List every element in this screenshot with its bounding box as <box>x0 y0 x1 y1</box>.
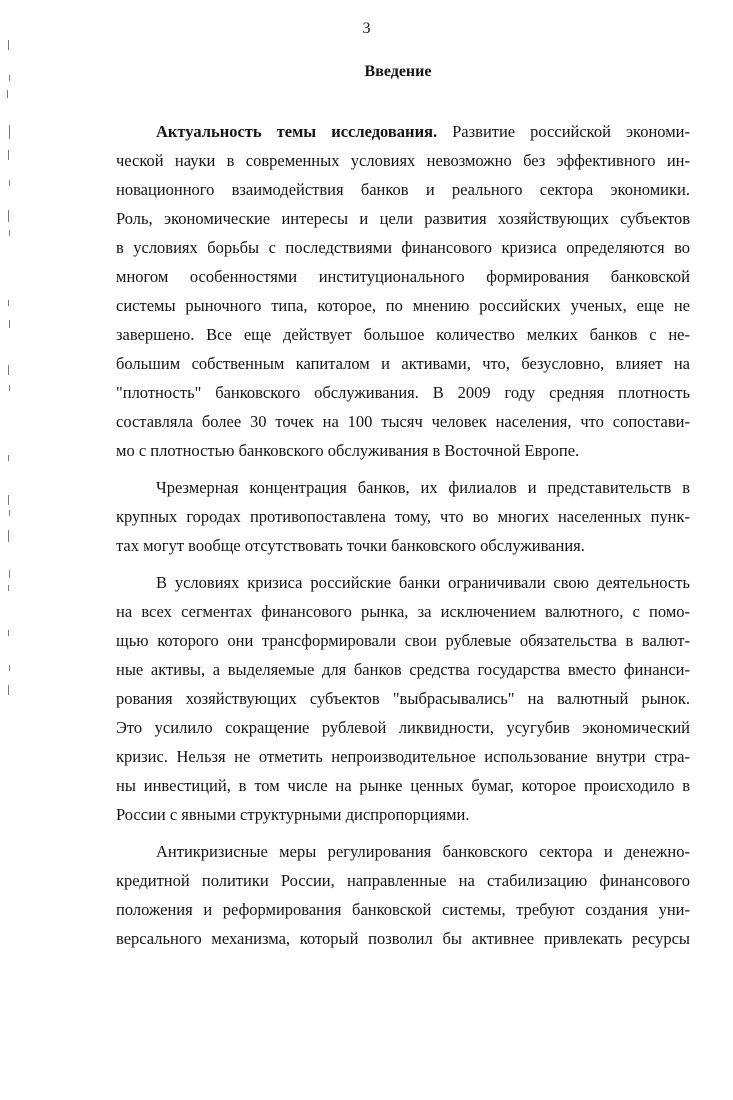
text-line: системы рыночного типа, которое, по мнению российских ученых, еще не <box>116 296 690 315</box>
text-line: завершено. Все еще действует большое количество мелких банков с не- <box>116 325 690 344</box>
scan-mark <box>8 455 9 461</box>
scan-mark <box>8 40 9 50</box>
text-line: ны инвестиций, в том числе на рынке ценных бумаг, которое происходило в <box>116 776 690 795</box>
scan-mark <box>8 495 9 505</box>
text-line: рования хозяйствующих субъектов "выбрасывались" на валютный рынок. <box>116 689 690 708</box>
text-line: на всех сегментах финансового рынка, за исключением валютного, с помо- <box>116 602 690 621</box>
scan-mark <box>9 570 10 578</box>
text-line: Роль, экономические интересы и цели развития хозяйствующих субъектов <box>116 209 690 228</box>
text-line: кредитной политики России, направленные на стабилизацию финансового <box>116 871 690 890</box>
text-line: составляла более 30 точек на 100 тысяч человек населения, что сопостави- <box>116 412 690 431</box>
scan-mark <box>8 530 9 542</box>
lead-phrase: Актуальность темы исследования. <box>156 122 438 141</box>
text-line: Это усилило сокращение рублевой ликвидности, усугубив экономический <box>116 718 690 737</box>
scan-mark <box>8 630 9 636</box>
scan-mark <box>8 210 9 222</box>
text-line: кризис. Нельзя не отметить непроизводительное использование внутри стра- <box>116 747 690 766</box>
scan-mark <box>9 320 10 328</box>
body-text <box>116 117 690 953</box>
scan-mark <box>9 385 10 391</box>
scan-mark <box>8 365 9 375</box>
text-line: положения и реформирования банковской системы, требуют создания уни- <box>116 900 690 919</box>
scan-mark <box>8 300 9 306</box>
text-line: многом особенностями институционального формирования банковской <box>116 267 690 286</box>
text-line: Чрезмерная концентрация банков, их филиалов и представительств в <box>156 478 690 497</box>
paragraph <box>116 568 690 829</box>
text-line: "плотность" банковского обслуживания. В 2009 году средняя плотность <box>116 383 690 402</box>
text-line: щью которого они трансформировали свои рублевые обязательства в валют- <box>116 631 690 650</box>
scan-mark <box>9 510 10 516</box>
text-line: версального механизма, который позволил бы активнее привлекать ресурсы <box>116 929 690 948</box>
scan-mark <box>9 125 10 139</box>
text-line: Антикризисные меры регулирования банковского сектора и денежно- <box>156 842 690 861</box>
scan-margin-marks <box>0 0 20 1100</box>
text-line: большим собственным капиталом и активами, что, безусловно, влияет на <box>116 354 690 373</box>
text-line: России с явными структурными диспропорциями. <box>116 805 470 824</box>
scan-mark <box>7 90 8 98</box>
scan-mark <box>8 150 9 160</box>
page-number: 3 <box>362 20 371 37</box>
scan-mark <box>9 180 10 186</box>
scan-mark <box>8 685 9 695</box>
text-line: новационного взаимодействия банков и реального сектора экономики. <box>116 180 690 199</box>
text-line: крупных городах противопоставлена тому, что во многих населенных пунк- <box>116 507 690 526</box>
text-line: В условиях кризиса российские банки ограничивали свою деятельность <box>156 573 690 592</box>
text-line: ные активы, а выделяемые для банков средства государства вместо финанси- <box>116 660 690 679</box>
paragraph <box>116 837 690 953</box>
scan-mark <box>8 585 9 591</box>
text-line: в условиях борьбы с последствиями финансового кризиса определяются во <box>116 238 690 257</box>
text-line: мо с плотностью банковского обслуживания в Восточной Европе. <box>116 441 580 460</box>
text-line: Актуальность темы исследования. Развитие российской экономи- <box>156 122 690 141</box>
scan-mark <box>9 665 10 671</box>
text-line: ческой науки в современных условиях невозможно без эффективного ин- <box>116 151 690 170</box>
text-line: тах могут вообще отсутствовать точки банковского обслуживания. <box>116 536 585 555</box>
paragraph <box>116 473 690 560</box>
section-heading: Введение <box>364 63 432 80</box>
paragraph <box>116 117 690 465</box>
scan-mark <box>9 230 10 236</box>
